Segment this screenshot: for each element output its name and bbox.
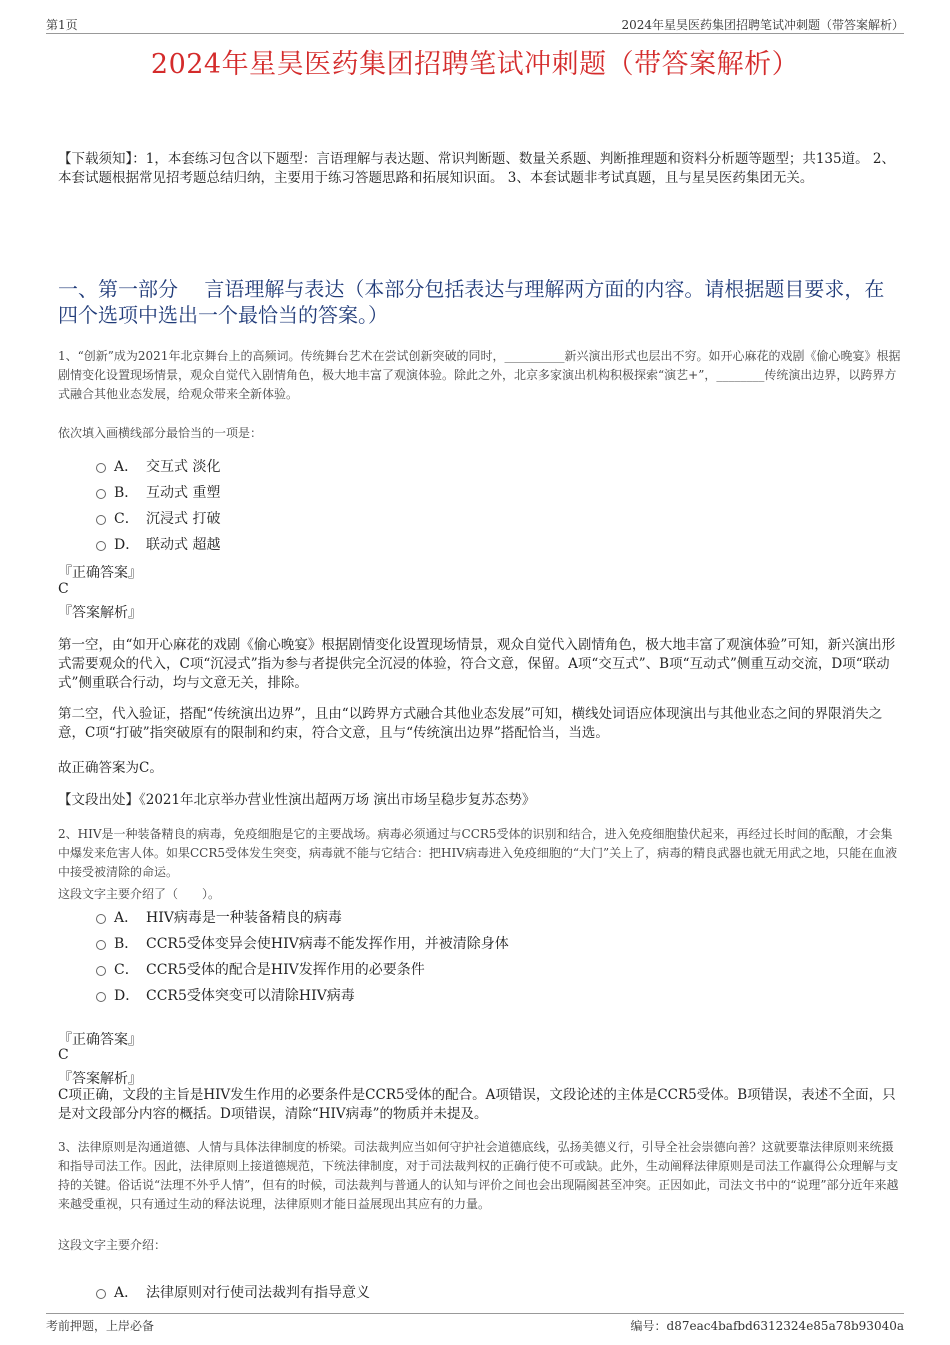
question-2-stem: 2、HIV是一种装备精良的病毒，免疫细胞是它的主要战场。病毒必须通过与CCR5受体的识别和结合，进入免疫细胞蛰伏起来，再经过长时间的酝酿，才会集中爆发来危害人体。如果CCR5受体发生突变，病毒就不能与它结合：把HIV病毒进入免疫细胞的“大门”关上了，病毒的精良武器也就无用武之地，只能在血液中接受被清除的命运。	[58, 827, 898, 879]
source-citation: 【文段出处】《2021年北京举办营业性演出超两万场 演出市场呈稳步复苏态势》	[58, 792, 536, 808]
question-1-options	[96, 453, 220, 557]
option-c[interactable]: C． 沉浸式 打破	[96, 505, 220, 531]
analysis-label: 『答案解析』	[58, 605, 142, 621]
option-a[interactable]: A． HIV病毒是一种装备精良的病毒	[96, 904, 509, 930]
option-b[interactable]: B． 互动式 重塑	[96, 479, 220, 505]
analysis-paragraph-2: 第二空，代入验证，搭配“传统演出边界”，且由“以跨界方式融合其他业态发展”可知，横线处词语应体现演出与其他业态之间的界限消失之意，C项“打破”指突破原有的限制和约束，符合文意，且与“传统演出边界”搭配恰当，当选。	[58, 706, 883, 741]
radio-icon[interactable]	[96, 966, 106, 976]
footer-slogan: 考前押题，上岸必备	[46, 1319, 155, 1333]
footer-doc-id: 编号：d87eac4bafbd6312324e85a78b93040a	[630, 1319, 904, 1333]
option-d[interactable]: D． 联动式 超越	[96, 531, 220, 557]
question-1-stem: 1、“创新”成为2021年北京舞台上的高频词。传统舞台艺术在尝试创新突破的同时，__________新兴演出形式也层出不穷。如开心麻花的戏剧《偷心晚宴》根据剧情变化设置现场情景，观众自觉代入剧情角色，极大地丰富了观演体验。除此之外，北京多家演出机构积极探索“演艺+”，________传统演出边界，以跨界方式融合其他业态发展，给观众带来全新体验。	[58, 349, 901, 401]
document-title: 2024年星昊医药集团招聘笔试冲刺题（带答案解析）	[150, 49, 800, 80]
radio-icon[interactable]	[96, 914, 106, 924]
option-b[interactable]: B． CCR5受体变异会使HIV病毒不能发挥作用，并被清除身体	[96, 930, 509, 956]
question-3-ask: 这段文字主要介绍：	[58, 1238, 167, 1252]
analysis-conclusion: 故正确答案为C。	[58, 760, 163, 776]
radio-icon[interactable]	[96, 489, 106, 499]
question-1-ask: 依次填入画横线部分最恰当的一项是：	[58, 426, 263, 440]
radio-icon[interactable]	[96, 541, 106, 551]
section-title: 一、第一部分 言语理解与表达（本部分包括表达与理解两方面的内容。请根据题目要求，在四个选项中选出一个最恰当的答案。）	[58, 277, 885, 327]
answer-value: C	[58, 581, 69, 597]
page-footer	[46, 1313, 904, 1333]
option-d[interactable]: D． CCR5受体突变可以清除HIV病毒	[96, 982, 509, 1008]
radio-icon[interactable]	[96, 463, 106, 473]
analysis-paragraph-1: 第一空，由“如开心麻花的戏剧《偷心晚宴》根据剧情变化设置现场情景，观众自觉代入剧情角色，极大地丰富了观演体验”可知，新兴演出形式需要观众的代入，C项“沉浸式”指为参与者提供完全沉浸的体验，符合文意，保留。A项“交互式”、B项“互动式”侧重互动交流，D项“联动式”侧重联合行动，均与文意无关，排除。	[58, 637, 896, 691]
radio-icon[interactable]	[96, 940, 106, 950]
radio-icon[interactable]	[96, 1289, 106, 1299]
analysis-paragraph: C项正确，文段的主旨是HIV发生作用的必要条件是CCR5受体的配合。A项错误，文段论述的主体是CCR5受体。B项错误，表述不全面，只是对文段部分内容的概括。D项错误，清除“HIV病毒”的物质并未提及。	[58, 1087, 896, 1122]
question-2-ask: 这段文字主要介绍了（ ）。	[58, 887, 221, 901]
header-doc-name: 2024年星昊医药集团招聘笔试冲刺题（带答案解析）	[621, 18, 904, 32]
answer-label: 『正确答案』	[58, 1032, 142, 1048]
option-a[interactable]: A． 法律原则对行使司法裁判有指导意义	[96, 1279, 370, 1305]
option-a[interactable]: A． 交互式 淡化	[96, 453, 220, 479]
page-header	[46, 14, 904, 34]
download-notice: 【下载须知】：1，本套练习包含以下题型：言语理解与表达题、常识判断题、数量关系题、判断推理题和资料分析题等题型；共135道。 2、本套试题根据常见招考题总结归纳，主要用于练习答题思路和拓展知识面。 3、本套试题非考试真题，且与星昊医药集团无关。	[58, 151, 895, 186]
question-3-options	[96, 1279, 370, 1305]
analysis-label: 『答案解析』	[58, 1071, 142, 1087]
answer-value: C	[58, 1047, 69, 1063]
question-2-options	[96, 904, 509, 1008]
radio-icon[interactable]	[96, 992, 106, 1002]
page-number: 第1页	[46, 18, 78, 32]
answer-label: 『正确答案』	[58, 565, 142, 581]
question-3-stem: 3、法律原则是沟通道德、人情与具体法律制度的桥梁。司法裁判应当如何守护社会道德底线，弘扬美德义行，引导全社会崇德向善？这就要靠法律原则来统摄和指导司法工作。因此，法律原则上接道德规范，下统法律制度，对于司法裁判权的正确行使不可或缺。此外，生动阐释法律原则是司法工作赢得公众理解与支持的关键。俗话说“法理不外乎人情”，但有的时候，司法裁判与普通人的认知与评价之间也会出现隔阂甚至冲突。正因如此，司法文书中的“说理”部分近年来越来越受重视，只有通过生动的释法说理，法律原则才能日益展现出其应有的力量。	[58, 1140, 899, 1211]
option-c[interactable]: C． CCR5受体的配合是HIV发挥作用的必要条件	[96, 956, 509, 982]
radio-icon[interactable]	[96, 515, 106, 525]
